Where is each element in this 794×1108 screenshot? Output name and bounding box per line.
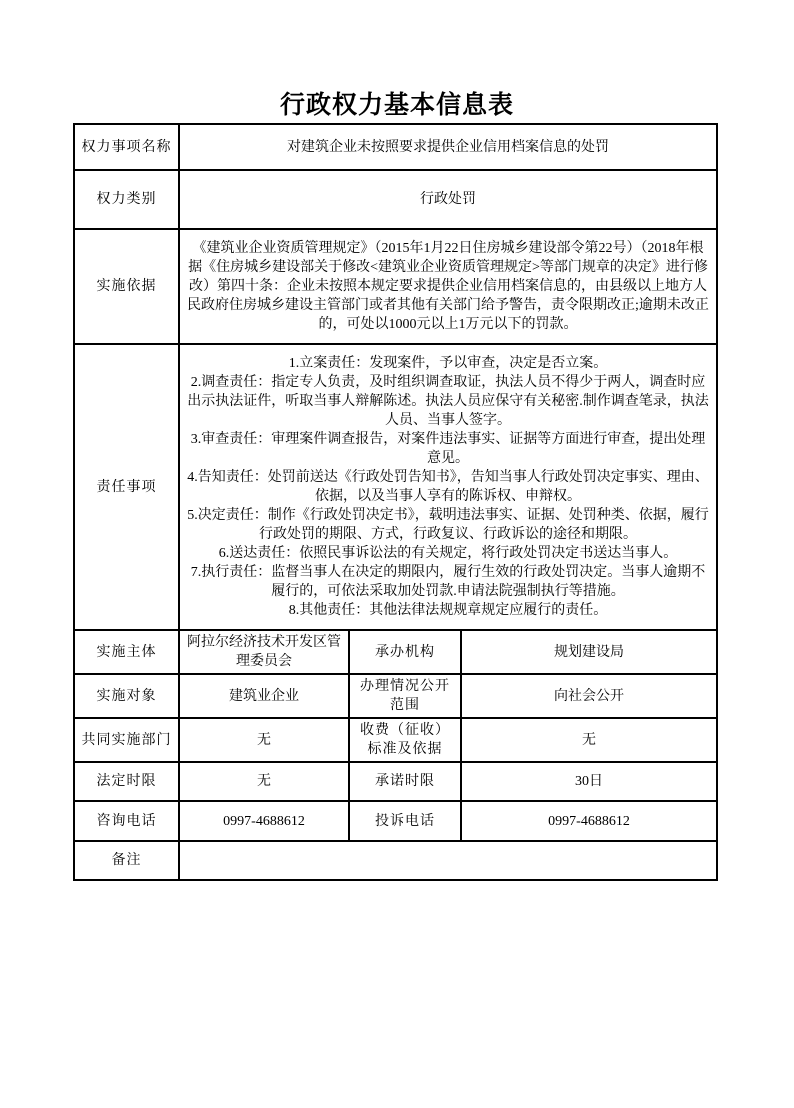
fee-standard-label: 收费（征收）标准及依据 xyxy=(349,718,461,762)
row-implementation-basis xyxy=(74,229,717,344)
info-table xyxy=(73,123,718,881)
row-power-item-name xyxy=(74,124,717,170)
responsibility-items-value xyxy=(179,344,717,630)
row-legal-time-limit xyxy=(74,762,717,801)
legal-time-limit-label: 法定时限 xyxy=(74,762,179,801)
joint-departments-value: 无 xyxy=(179,718,349,762)
legal-time-limit-value: 无 xyxy=(179,762,349,801)
responsibility-items-label: 责任事项 xyxy=(74,344,179,630)
joint-departments-label: 共同实施部门 xyxy=(74,718,179,762)
undertaking-agency-label: 承办机构 xyxy=(349,630,461,674)
row-phones xyxy=(74,801,717,841)
row-responsibility-items xyxy=(74,344,717,630)
duty-line-8: 8.其他责任：其他法律法规规章规定应履行的责任。 xyxy=(288,603,608,618)
power-category-value: 行政处罚 xyxy=(179,170,717,229)
power-item-name-label: 权力事项名称 xyxy=(74,124,179,170)
complaint-phone-label: 投诉电话 xyxy=(349,801,461,841)
row-joint-departments xyxy=(74,718,717,762)
row-remarks xyxy=(74,841,717,880)
row-implementing-subject xyxy=(74,630,717,674)
duty-line-5: 5.决定责任：制作《行政处罚决定书》，载明违法事实、证据、处罚种类、依据，履行行政处罚的期限、方式，行政复议、行政诉讼的途径和期限。 xyxy=(187,508,709,542)
duty-line-1: 1.立案责任：发现案件，予以审查，决定是否立案。 xyxy=(288,356,608,371)
page-title: 行政权力基本信息表 xyxy=(279,92,514,119)
row-power-category xyxy=(74,170,717,229)
power-category-label: 权力类别 xyxy=(74,170,179,229)
remarks-label: 备注 xyxy=(74,841,179,880)
duty-line-4: 4.告知责任：处罚前送达《行政处罚告知书》，告知当事人行政处罚决定事实、理由、依据，以及当事人享有的陈诉权、申辩权。 xyxy=(187,470,709,504)
implementation-basis-value: 《建筑业企业资质管理规定》（2015年1月22日住房城乡建设部令第22号）（2018年根据《住房城乡建设部关于修改<建筑业企业资质管理规定>等部门规章的决定》进行修改）第四十条：企业未按照本规定要求提供企业信用档案信息的，由县级以上地方人民政府住房城乡建设主管部门或者其他有关部门给予警告，责令限期改正;逾期未改正的，可处以1000元以上1万元以下的罚款。 xyxy=(179,229,717,344)
power-item-name-value: 对建筑企业未按照要求提供企业信用档案信息的处罚 xyxy=(179,124,717,170)
row-implementation-object xyxy=(74,674,717,718)
remarks-value xyxy=(179,841,717,880)
duty-line-7: 7.执行责任：监督当事人在决定的期限内，履行生效的行政处罚决定。当事人逾期不履行的，可依法采取加处罚款.申请法院强制执行等措施。 xyxy=(190,565,706,599)
implementation-object-value: 建筑业企业 xyxy=(179,674,349,718)
promised-time-limit-label: 承诺时限 xyxy=(349,762,461,801)
duty-line-2: 2.调查责任：指定专人负责，及时组织调查取证，执法人员不得少于两人，调查时应出示执法证件，听取当事人辩解陈述。执法人员应保守有关秘密.制作调查笔录，执法人员、当事人签字。 xyxy=(187,375,709,428)
fee-standard-value: 无 xyxy=(461,718,717,762)
duty-line-6: 6.送达责任：依照民事诉讼法的有关规定，将行政处罚决定书送达当事人。 xyxy=(218,546,678,561)
duty-line-3: 3.审查责任：审理案件调查报告，对案件违法事实、证据等方面进行审查，提出处理意见。 xyxy=(190,432,706,466)
implementation-basis-label: 实施依据 xyxy=(74,229,179,344)
disclosure-scope-value: 向社会公开 xyxy=(461,674,717,718)
implementing-subject-label: 实施主体 xyxy=(74,630,179,674)
promised-time-limit-value: 30日 xyxy=(461,762,717,801)
complaint-phone-value: 0997-4688612 xyxy=(461,801,717,841)
undertaking-agency-value: 规划建设局 xyxy=(461,630,717,674)
consultation-phone-value: 0997-4688612 xyxy=(179,801,349,841)
implementation-object-label: 实施对象 xyxy=(74,674,179,718)
disclosure-scope-label: 办理情况公开范围 xyxy=(349,674,461,718)
implementing-subject-value: 阿拉尔经济技术开发区管理委员会 xyxy=(179,630,349,674)
consultation-phone-label: 咨询电话 xyxy=(74,801,179,841)
